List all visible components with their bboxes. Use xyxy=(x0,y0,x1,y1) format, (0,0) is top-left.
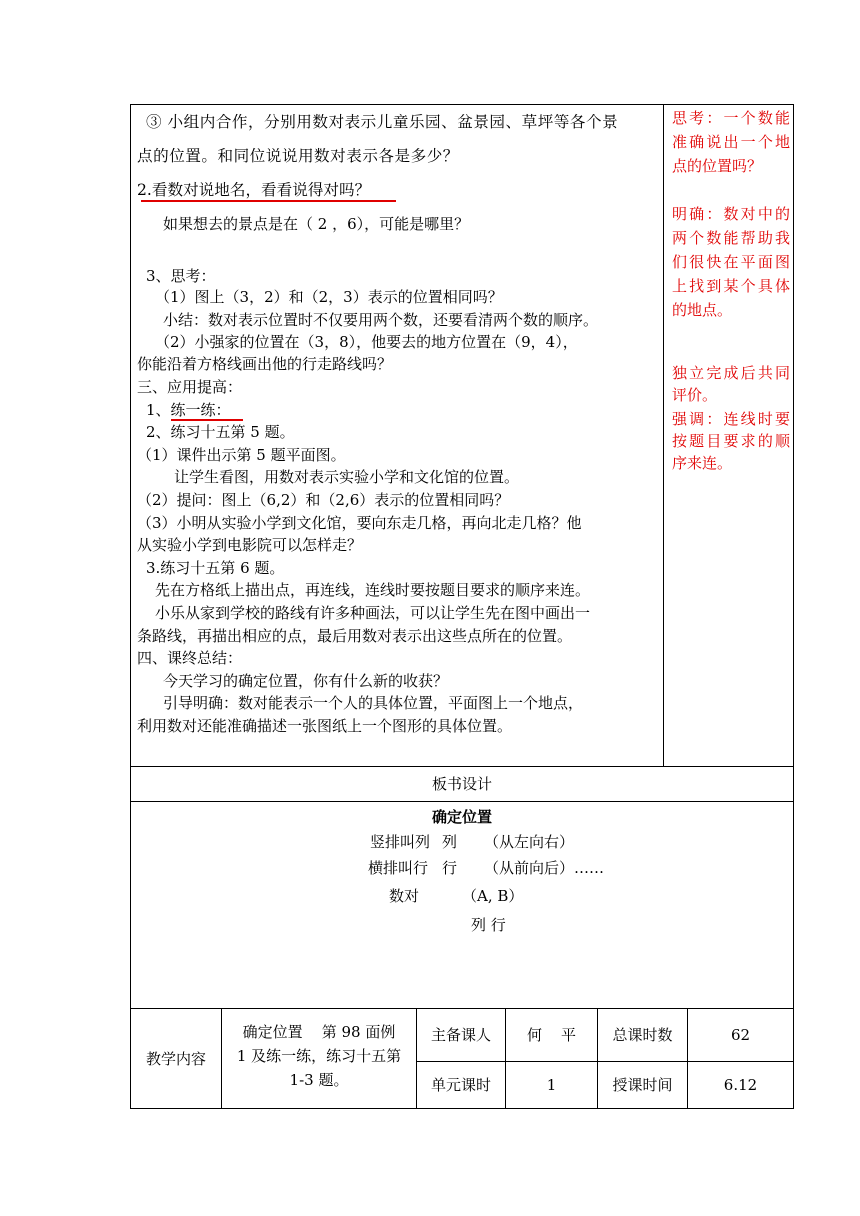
teaching-content-line1: 确定位置 第 98 面例 xyxy=(242,1023,396,1041)
board-title: 确定位置 xyxy=(431,808,492,826)
activity-3-line2: 点的位置。和同位说说用数对表示各是多少？ xyxy=(137,147,459,165)
total-lessons-label: 总课时数 xyxy=(612,1026,673,1044)
apply-1-underline xyxy=(171,419,243,421)
apply-3-b-line2: 条路线，再描出相应的点，最后用数对表示出这些点所在的位置。 xyxy=(137,627,573,645)
prep-teacher-label: 主备课人 xyxy=(430,1026,491,1044)
summary-answer-line1: 引导明确：数对能表示一个人的具体位置，平面图上一个地点， xyxy=(163,694,584,712)
teaching-time-label: 授课时间 xyxy=(612,1076,673,1094)
teaching-content-label: 教学内容 xyxy=(145,1049,206,1068)
total-lessons-value: 62 xyxy=(730,1026,751,1044)
prep-teacher-value: 何 平 xyxy=(526,1026,577,1044)
table-border-right xyxy=(793,104,794,1109)
think-question-1: （1）图上（3，2）和（2，3）表示的位置相同吗？ xyxy=(155,288,503,306)
think-question-2-line2: 你能沿着方格线画出他的行走路线吗？ xyxy=(137,355,393,373)
unit-lessons-label: 单元课时 xyxy=(430,1076,491,1094)
summary-question: 今天学习的确定位置，你有什么新的收获？ xyxy=(163,672,449,690)
board-column-word: 列 xyxy=(442,833,458,851)
board-pair-notation: （A, B） xyxy=(462,887,524,905)
side-note-emphasis: 强调：连线时要按题目要求的顺序来连。 xyxy=(672,410,790,472)
think-question-2-line1: （2）小强家的位置在（3，8），他要去的地方位置在（9，4）， xyxy=(155,333,578,351)
board-column-rule: 竖排叫列 xyxy=(370,833,431,851)
teaching-content-line2: 1 及练一练，练习十五第 xyxy=(236,1047,402,1065)
teaching-time-value: 6.12 xyxy=(723,1076,758,1094)
activity-3-line1: ③ 小组内合作，分别用数对表示儿童乐园、盆景园、草坪等各个景 xyxy=(146,113,619,131)
table-border-top xyxy=(130,104,794,105)
teaching-content-line3: 1-3 题。 xyxy=(289,1071,349,1089)
side-note-think: 思考：一个数能准确说出一个地点的位置吗？ xyxy=(672,109,790,175)
part-3-heading: 三、应用提高： xyxy=(137,378,243,396)
table-border-bottom xyxy=(130,1108,794,1109)
apply-3-b-line1: 小乐从家到学校的路线有许多种画法，可以让学生先在图中画出一 xyxy=(155,604,591,622)
summary-answer-line2: 利用数对还能准确描述一张图纸上一个图形的具体位置。 xyxy=(137,717,513,735)
row-divider-board-header-top xyxy=(130,766,794,767)
board-row-word: 行 xyxy=(442,859,458,877)
apply-1: 1、练一练： xyxy=(146,401,231,419)
think-summary: 小结：数对表示位置时不仅要用两个数，还要看清两个数的顺序。 xyxy=(163,311,599,329)
board-pair-legend: 列 行 xyxy=(471,916,506,934)
apply-3-a: 先在方格纸上描出点，再连线，连线时要按题目要求的顺序来连。 xyxy=(155,581,591,599)
board-row-direction: （从前向后）…… xyxy=(484,859,605,877)
section-2-question: 如果想去的景点是在（ 2 ，6），可能是哪里？ xyxy=(163,215,470,233)
board-row-rule: 横排叫行 xyxy=(368,859,429,877)
row-divider-board-header-bottom xyxy=(130,801,794,802)
apply-2-3-line2: 从实验小学到电影院可以怎样走？ xyxy=(137,536,363,554)
part-4-heading: 四、课终总结： xyxy=(137,649,243,667)
table-border-left xyxy=(130,104,131,1109)
section-2-underline xyxy=(141,200,396,202)
section-2-heading: 2.看数对说地名，看看说得对吗？ xyxy=(137,181,371,199)
apply-2: 2、练习十五第 5 题。 xyxy=(146,423,295,441)
board-design-header: 板书设计 xyxy=(431,775,492,793)
teaching-content-value xyxy=(222,1020,416,1092)
apply-3: 3.练习十五第 6 题。 xyxy=(146,559,285,577)
think-heading: 3、思考： xyxy=(146,267,216,285)
apply-2-3-line1: （3）小明从实验小学到文化馆，要向东走几格，再向北走几格？他 xyxy=(137,514,582,532)
side-note-clarify: 明确：数对中的两个数能帮助我们很快在平面图上找到某个具体的地点。 xyxy=(672,205,790,319)
apply-2-2: （2）提问：图上（6,2）和（2,6）表示的位置相同吗？ xyxy=(137,491,510,509)
side-note-evaluate: 独立完成后共同评价。 xyxy=(672,364,790,404)
board-pair-label: 数对 xyxy=(389,887,420,905)
unit-lessons-value: 1 xyxy=(546,1076,557,1094)
apply-2-1b: 让学生看图，用数对表示实验小学和文化馆的位置。 xyxy=(174,468,520,486)
column-divider-notes xyxy=(663,104,664,766)
board-column-direction: （从左向右） xyxy=(484,833,575,851)
apply-2-1: （1）课件出示第 5 题平面图。 xyxy=(137,446,346,464)
